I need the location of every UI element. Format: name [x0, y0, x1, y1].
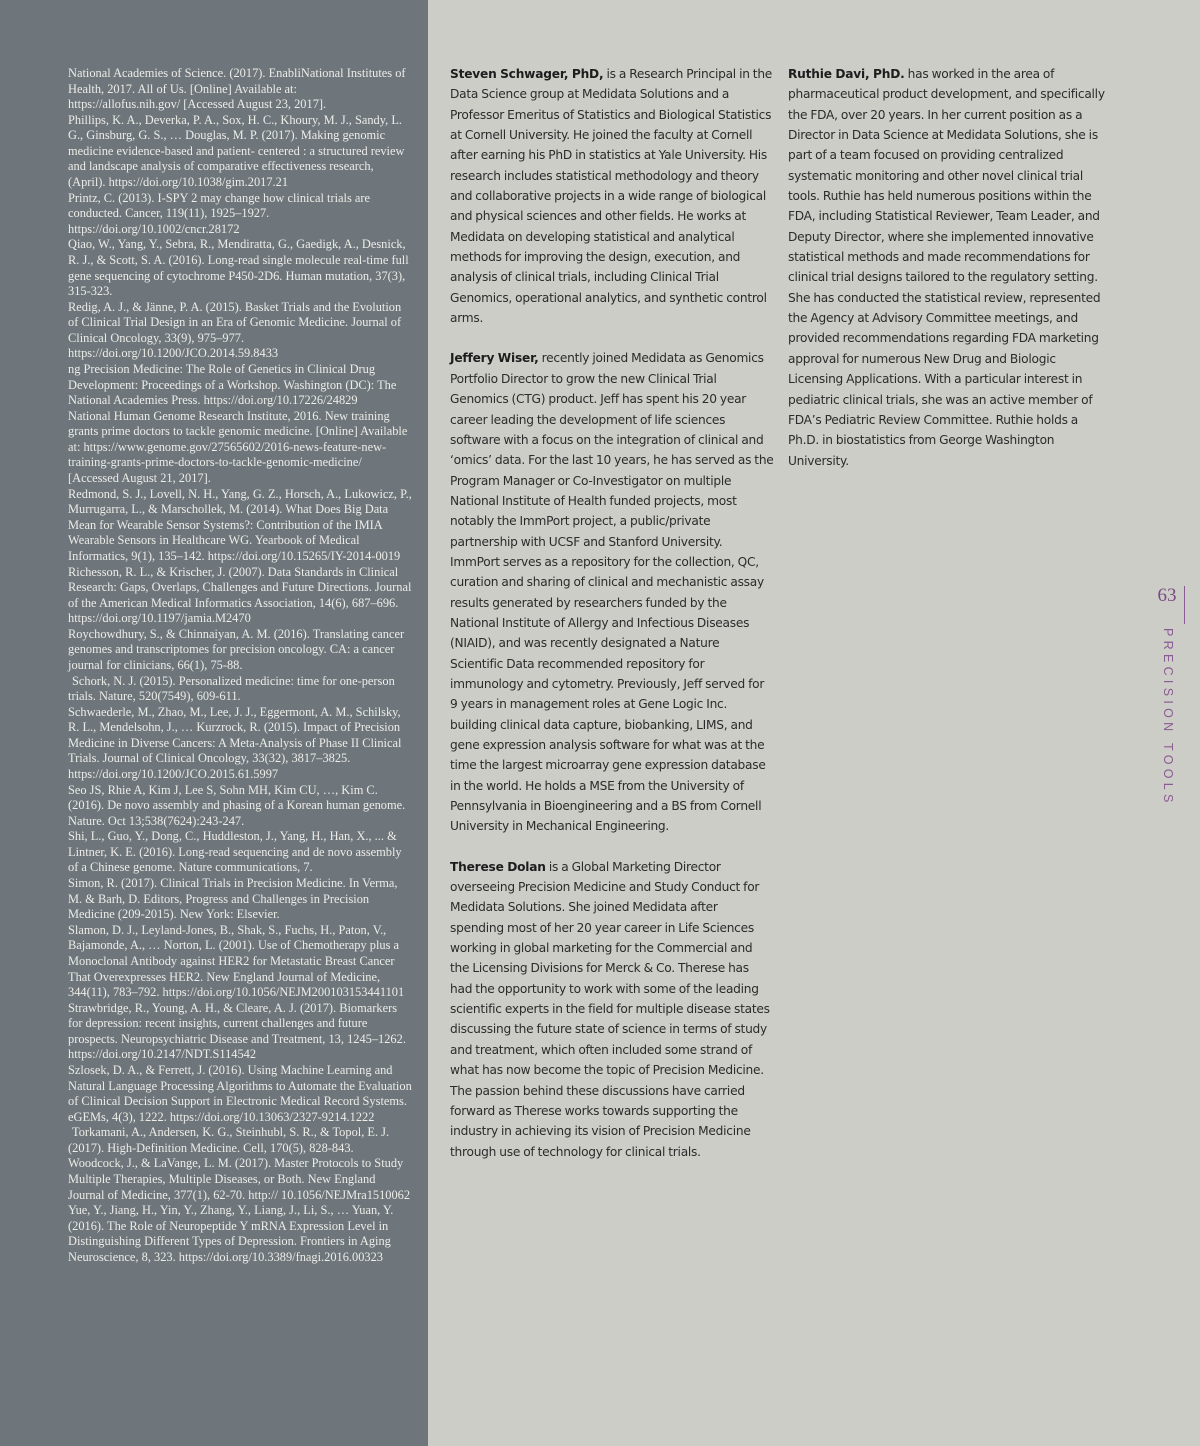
bio-name: Jeffery Wiser,	[450, 351, 539, 366]
section-label-text: PRECISION TOOLS	[1161, 628, 1175, 807]
reference-item: Roychowdhury, S., & Chinnaiyan, A. M. (2016). Translating cancer genomes and transcriptomes for precision oncology. CA: a cancer journal for clinicians, 66(1), 75-88.	[68, 626, 405, 672]
reference-item: Simon, R. (2017). Clinical Trials in Precision Medicine. In Verma, M. & Barh, D. Editors, Progress and Challenges in Precision Medicine (209-2015). New York: Elsevier.	[68, 876, 398, 922]
reference-item: National Academies of Science. (2017). EnabliNational Institutes of Health, 2017. All of Us. [Online] Available at: https://allofus.nih.gov/ [Accessed August 23, 2017].	[68, 66, 406, 112]
reference-item: Phillips, K. A., Deverka, P. A., Sox, H. C., Khoury, M. J., Sandy, L. G., Ginsburg, G. S., … Douglas, M. P. (2017). Making genomic medicine evidence-based and patient- centered : a structured review and landscape analysis of comparative effectiveness research, (April). https://doi.org/10.1038/gim.2017.21	[68, 112, 405, 190]
reference-item: Torkamani, A., Andersen, K. G., Steinhubl, S. R., & Topol, E. J. (2017). High-Definition Medicine. Cell, 170(5), 828-843.	[68, 1125, 390, 1155]
reference-item: Printz, C. (2013). I-SPY 2 may change how clinical trials are conducted. Cancer, 119(11), 1925–1927. https://doi.org/10.1002/cncr.28172	[68, 190, 371, 236]
references-panel	[0, 0, 428, 1446]
bio-steven-schwager	[450, 64, 774, 328]
reference-item: Strawbridge, R., Young, A. H., & Cleare, A. J. (2017). Biomarkers for depression: recent insights, current challenges and future prospects. Neuropsychiatric Disease and Treatment, 13, 1245–1262. https://doi.org/10.2147/NDT.S114542	[68, 1000, 406, 1062]
reference-item: Redig, A. J., & Jänne, P. A. (2015). Basket Trials and the Evolution of Clinical Trial Design in an Era of Genomic Medicine. Journal of Clinical Oncology, 33(9), 975–977. https://doi.org/10.1200/JCO.2014.59.8433	[68, 299, 402, 361]
page-number: 63	[1157, 585, 1177, 606]
reference-item: Richesson, R. L., & Krischer, J. (2007). Data Standards in Clinical Research: Gaps, Overlaps, Challenges and Future Directions. Journal of the American Medical Informatics Association, 14(6), 687–696. https://doi.org/10.1197/jamia.M2470	[68, 564, 412, 626]
reference-item: Woodcock, J., & LaVange, L. M. (2017). Master Protocols to Study Multiple Therapies, Multiple Diseases, or Both. New England Journal of Medicine, 377(1), 62-70. http:// 10.1056/NEJMra1510062	[68, 1156, 411, 1202]
bio-text: is a Global Marketing Director overseeing Precision Medicine and Study Conduct for Medidata Solutions. She joined Medidata after spending most of her 20 year career in Life Sciences working in global marketing for the Commercial and the Licensing Divisions for Merck & Co. Therese has had the opportunity to work with some of the leading scientific experts in the field for multiple disease states discussing the future state of science in terms of study and treatment, which often included some strand of what has now become the topic of Precision Medicine. The passion behind these discussions have carried forward as Therese works towards supporting the industry in achieving its vision of Precision Medicine through use of technology for clinical trials.	[450, 859, 770, 1159]
bio-name: Steven Schwager, PhD,	[450, 67, 604, 81]
bios-column-2	[788, 64, 1112, 491]
bio-text: recently joined Medidata as Genomics Portfolio Director to grow the new Clinical Trial Genomics (CTG) product. Jeff has spent his 20 year career leading the development of life sciences software with a focus on the integration of clinical and ‘omics’ data. For the last 10 years, he has served as the Program Manager or Co-Investigator on multiple National Institute of Health funded projects, most notably the ImmPort project, a public/private partnership with UCSF and Stanford University. ImmPort serves as a repository for the collection, QC, curation and sharing of clinical and mechanistic assay results generated by researchers funded by the National Institute of Allergy and Infectious Diseases (NIAID), and was recently designated a Nature Scientific Data recommended repository for immunology and cytometry. Previously, Jeff served for 9 years in management roles at Gene Logic Inc. building clinical data capture, biobanking, LIMS, and gene expression analysis software for what was at the time the largest microarray gene expression database in the world. He holds a MSE from the University of Pennsylvania in Bioengineering and a BS from Cornell University in Mechanical Engineering.	[450, 351, 774, 834]
reference-item: Shi, L., Guo, Y., Dong, C., Huddleston, J., Yang, H., Han, X., ... & Lintner, K. E. (2016). Long-read sequencing and de novo assembly of a Chinese genome. Nature communications, 7.	[68, 829, 402, 875]
bio-text: is a Research Principal in the Data Science group at Medidata Solutions and a Professor Emeritus of Statistics and Biological Statistics at Cornell University. He joined the faculty at Cornell after earning his PhD in statistics at Yale University. His research includes statistical methodology and theory and collaborative projects in a wide range of biological and physical sciences and other fields. He works at Medidata on developing statistical and analytical methods for improving the design, execution, and analysis of clinical trials, including Clinical Trial Genomics, operational analytics, and synthetic control arms.	[450, 67, 773, 326]
section-label	[1161, 628, 1175, 807]
bios-column-1	[450, 64, 774, 1182]
reference-item: Seo JS, Rhie A, Kim J, Lee S, Sohn MH, Kim CU, …, Kim C. (2016). De novo assembly and phasing of a Korean human genome. Nature. Oct 13;538(7624):243-247.	[68, 782, 406, 828]
reference-item: Qiao, W., Yang, Y., Sebra, R., Mendiratta, G., Gaedigk, A., Desnick, R. J., & Scott, S. A. (2016). Long-read single molecule real-time full gene sequencing of cytochrome P450-2D6. Human mutation, 37(3), 315-323.	[68, 237, 409, 299]
bio-text: has worked in the area of pharmaceutical product development, and specifically the FDA, over 20 years. In her current position as a Director in Data Science at Medidata Solutions, she is part of a team focused on providing centralized systematic monitoring and other novel clinical trial tools. Ruthie has held numerous positions within the FDA, including Statistical Reviewer, Team Leader, and Deputy Director, where she implemented innovative statistical methods and made recommendations for clinical trial designs tailored to the regulatory setting. She has conducted the statistical review, represented the Agency at Advisory Committee meetings, and provided recommendations regarding FDA marketing approval for numerous New Drug and Biologic Licensing Applications. With a particular interest in pediatric clinical trials, she was an active member of FDA’s Pediatric Review Committee. Ruthie holds a Ph.D. in biostatistics from George Washington University.	[788, 67, 1105, 468]
reference-item: National Human Genome Research Institute, 2016. New training grants prime doctors to tackle genomic medicine. [Online] Available at: https://www.genome.gov/27565602/2016-news-feature-new-training-grants-prime-doctors-to-tackle-genomic-medicine/ [Accessed August 21, 2017].	[68, 408, 408, 486]
bio-name: Ruthie Davi, PhD.	[788, 67, 905, 81]
reference-item: Szlosek, D. A., & Ferrett, J. (2016). Using Machine Learning and Natural Language Processing Algorithms to Automate the Evaluation of Clinical Decision Support in Electronic Medical Record Systems. eGEMs, 4(3), 1222. https://doi.org/10.13063/2327-9214.1222	[68, 1063, 412, 1124]
bio-name: Therese Dolan	[450, 859, 546, 874]
reference-item: Schwaederle, M., Zhao, M., Lee, J. J., Eggermont, A. M., Schilsky, R. L., Mendelsohn, J., … Kurzrock, R. (2015). Impact of Precision Medicine in Diverse Cancers: A Meta-Analysis of Phase II Clinical Trials. Journal of Clinical Oncology, 33(32), 3817–3825. https://doi.org/10.1200/JCO.2015.61.5997	[68, 704, 402, 782]
bio-jeffery-wiser	[450, 348, 774, 836]
reference-item: Schork, N. J. (2015). Personalized medicine: time for one-person trials. Nature, 520(7549), 609-611.	[68, 673, 395, 704]
reference-item: Redmond, S. J., Lovell, N. H., Yang, G. Z., Horsch, A., Lukowicz, P., Murrugarra, L., & Marschollek, M. (2014). What Does Big Data Mean for Wearable Sensor Systems?: Contribution of the IMIA Wearable Sensors in Healthcare WG. Yearbook of Medical Informatics, 9(1), 135–142. https://doi.org/10.15265/IY-2014-0019	[68, 486, 412, 563]
references-list	[68, 66, 412, 1266]
reference-item: ng Precision Medicine: The Role of Genetics in Clinical Drug Development: Proceedings of a Workshop. Washington (DC): The National Academies Press. https://doi.org/10.17226/24829	[68, 361, 397, 408]
reference-item: Yue, Y., Jiang, H., Yin, Y., Zhang, Y., Liang, J., Li, S., … Yuan, Y. (2016). The Role of Neuropeptide Y mRNA Expression Level in Distinguishing Different Types of Depression. Frontiers in Aging Neuroscience, 8, 323. https://doi.org/10.3389/fnagi.2016.00323	[68, 1203, 394, 1264]
bio-therese-dolan	[450, 857, 774, 1162]
reference-item: Slamon, D. J., Leyland-Jones, B., Shak, S., Fuchs, H., Paton, V., Bajamonde, A., … Norton, L. (2001). Use of Chemotherapy plus a Monoclonal Antibody against HER2 for Metastatic Breast Cancer That Overexpresses HER2. New England Journal of Medicine, 344(11), 783–792. https://doi.org/10.1056/NEJM200103153441101	[68, 922, 405, 1000]
bio-ruthie-davi	[788, 64, 1112, 471]
page-number-divider	[1184, 586, 1185, 624]
